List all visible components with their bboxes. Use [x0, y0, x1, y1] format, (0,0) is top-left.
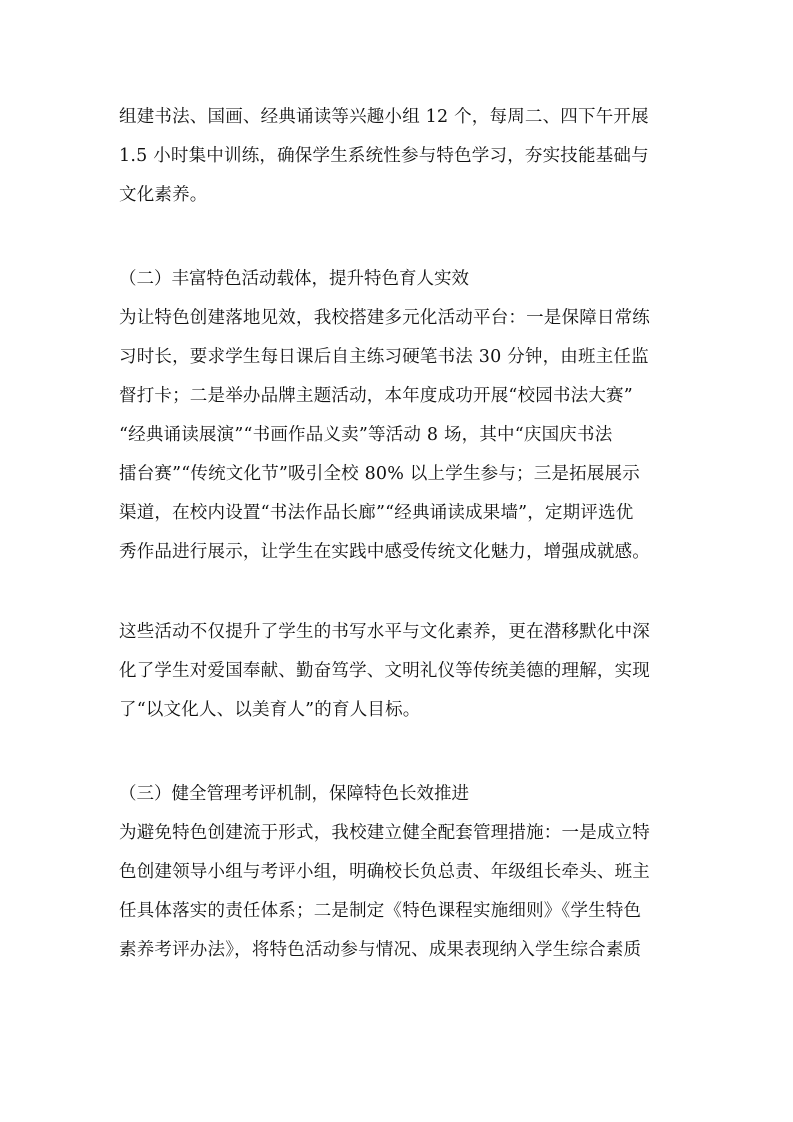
text-line: 这些活动不仅提升了学生的书写水平与文化素养，更在潜移默化中深	[119, 622, 650, 642]
section-2-heading: （二）丰富特色活动载体，提升特色育人实效	[119, 269, 469, 289]
text-line: 了“以文化人、以美育人”的育人目标。	[119, 700, 421, 720]
effect-paragraph	[119, 613, 677, 730]
text-line: 组建书法、国画、经典诵读等兴趣小组 12 个，每周二、四下午开展	[119, 107, 649, 127]
section-2-paragraph	[119, 299, 677, 572]
text-line: 化了学生对爱国奉献、勤奋笃学、文明礼仪等传统美德的理解，实现	[119, 661, 650, 681]
text-line: “经典诵读展演”“书画作品义卖”等活动 8 场，其中“庆国庆书法	[119, 425, 613, 445]
text-line: 色创建领导小组与考评小组，明确校长负总责、年级组长牵头、班主	[119, 862, 650, 882]
text-line: 素养考评办法》，将特色活动参与情况、成果表现纳入学生综合素质	[119, 940, 642, 960]
text-line: 秀作品进行展示，让学生在实践中感受传统文化魅力，增强成就感。	[119, 542, 650, 562]
paragraph-spacer	[119, 730, 677, 775]
text-line: 习时长，要求学生每日课后自主练习硬笔书法 30 分钟，由班主任监	[119, 347, 649, 367]
text-line: 督打卡；二是举办品牌主题活动，本年度成功开展“校园书法大赛”	[119, 386, 633, 406]
text-line: 任具体落实的责任体系；二是制定《特色课程实施细则》《学生特色	[119, 901, 642, 921]
text-line: 文化素养。	[119, 185, 208, 205]
section-3-heading: （三）健全管理考评机制，保障特色长效推进	[119, 784, 469, 804]
paragraph-spacer	[119, 572, 677, 613]
text-line: 擂台赛”“传统文化节”吸引全校 80% 以上学生参与；三是拓展展示	[119, 464, 640, 484]
paragraph-spacer	[119, 215, 677, 260]
text-line: 1.5 小时集中训练，确保学生系统性参与特色学习，夯实技能基础与	[119, 146, 649, 166]
text-line: 渠道，在校内设置“书法作品长廊”“经典诵读成果墙”，定期评选优	[119, 503, 634, 523]
text-line: 为避免特色创建流于形式，我校建立健全配套管理措施：一是成立特	[119, 823, 650, 843]
intro-paragraph	[119, 98, 677, 215]
text-line: 为让特色创建落地见效，我校搭建多元化活动平台：一是保障日常练	[119, 308, 650, 328]
section-3-paragraph	[119, 814, 677, 970]
document-page	[119, 98, 677, 970]
